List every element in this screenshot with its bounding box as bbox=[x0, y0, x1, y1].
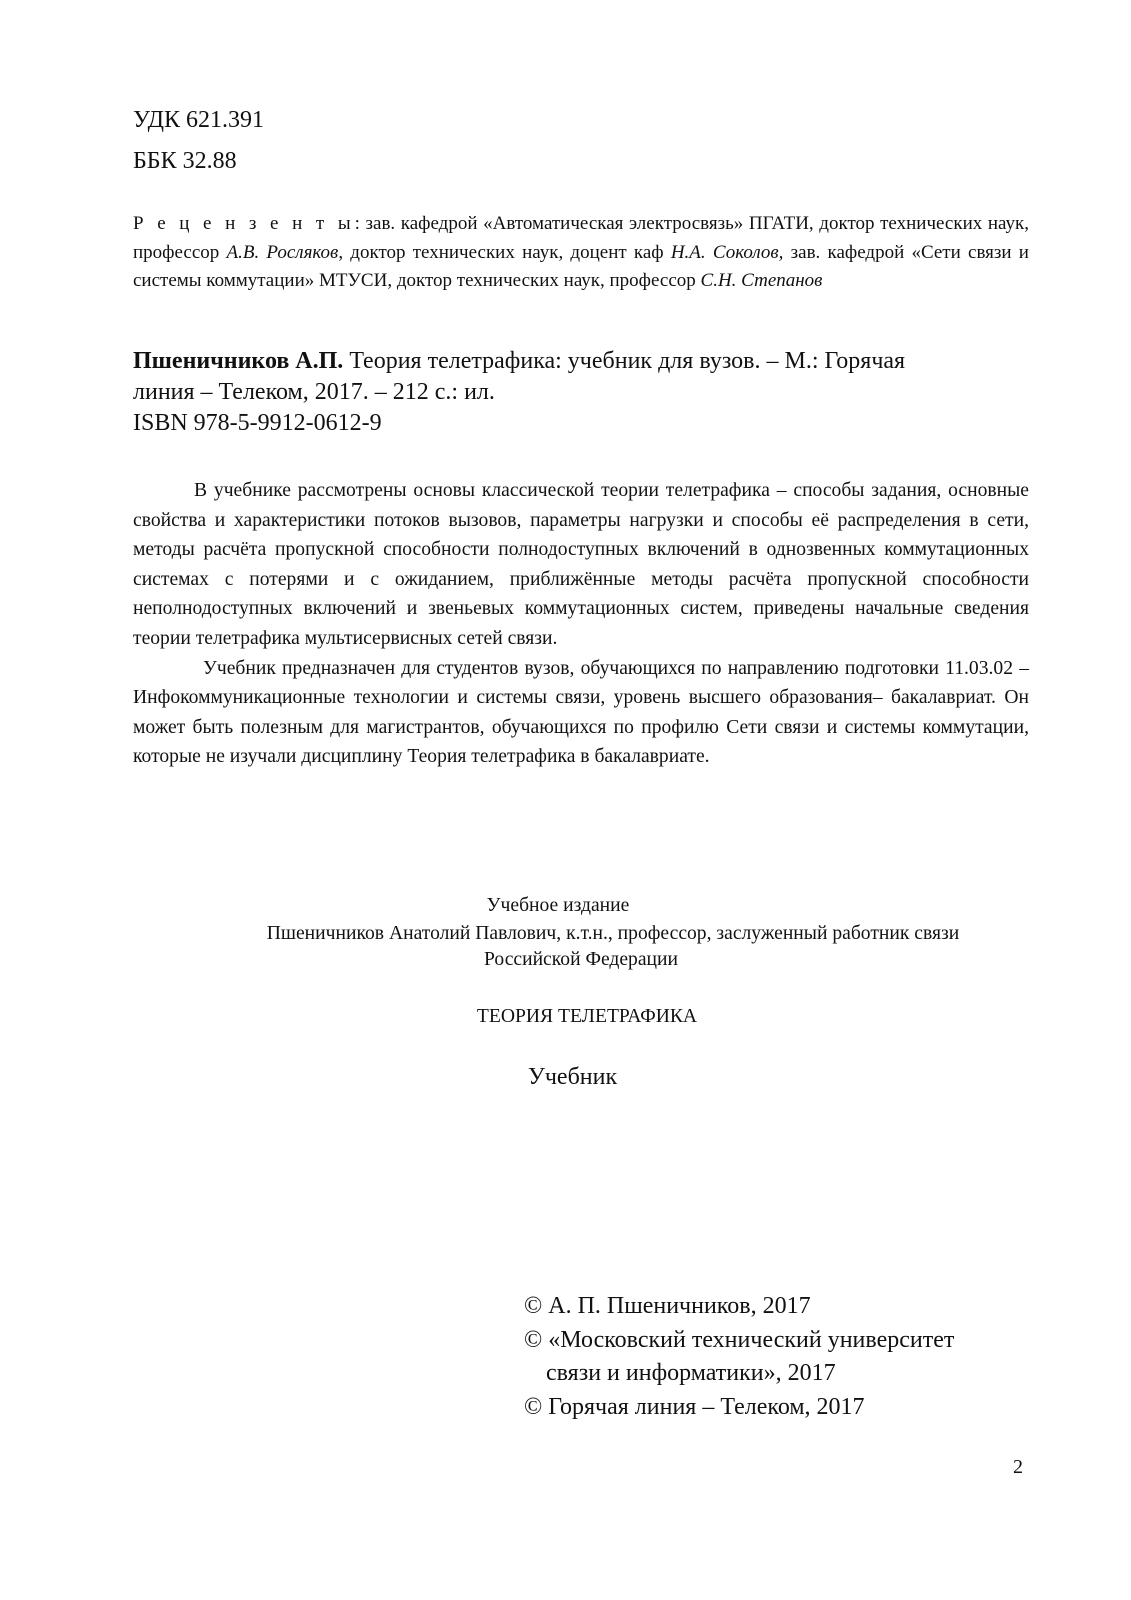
reviewer-name-3: С.Н. Степанов bbox=[700, 270, 823, 291]
citation-line-2: линия – Телеком, 2017. – 212 с.: ил. bbox=[133, 379, 495, 405]
reviewers-text-3: зав. кафедрой «Сети связи и системы коммутации» МТУСИ, доктор технических наук, профессор bbox=[133, 241, 1029, 291]
citation-title: Теория телетрафика: учебник для вузов. – М.: Горячая bbox=[343, 348, 906, 374]
reviewer-name-2: Н.А. Соколов, bbox=[670, 241, 784, 263]
copyright-author: © А. П. Пшеничников, 2017 bbox=[524, 1293, 811, 1319]
abstract bbox=[133, 476, 1029, 772]
copyright-publisher: © Горячая линия – Телеком, 2017 bbox=[524, 1393, 865, 1420]
bibliographic-citation bbox=[133, 346, 1033, 439]
edition-type: Учебное издание bbox=[486, 895, 630, 916]
abstract-paragraph-1: В учебнике рассмотрены основы классической теории телетрафика – способы задания, основные свойства и характеристики потоков вызовов, параметры нагрузки и способы её распределения в сети, методы расчёта пропускной способности полнодоступных включений в однозвенных коммутационных системах с потерями и с ожиданием, приближённые методы расчёта пропускной способности неполнодоступных включений и звеньевых коммутационных систем, приведены начальные сведения теории телетрафика мультисервисных сетей связи. bbox=[133, 480, 1029, 649]
book-type: Учебник bbox=[527, 1064, 618, 1090]
isbn: ISBN 978-5-9912-0612-9 bbox=[133, 410, 382, 436]
reviewers-paragraph bbox=[133, 210, 1029, 296]
author-full-name: Пшеничников Анатолий Павлович, к.т.н., профессор, заслуженный работник связи bbox=[266, 923, 960, 944]
reviewer-name-1: А.В. Росляков bbox=[226, 241, 339, 263]
book-title: ТЕОРИЯ ТЕЛЕТРАФИКА bbox=[476, 1006, 698, 1027]
copyright-notices bbox=[524, 1290, 954, 1424]
udk-code: УДК 621.391 bbox=[133, 107, 264, 133]
copyright-university-continued: связи и информатики», 2017 bbox=[546, 1360, 836, 1386]
abstract-paragraph-2: Учебник предназначен для студентов вузов, обучающихся по направлению подготовки 11.03.02 – Инфокоммуникационные технологии и системы связи, уровень высшего образования– бакалавриат. Он может быть полезным для магистрантов, обучающихся по профилю Сети связи и системы коммутации, которые не изучали дисциплину Теория телетрафика в бакалавриате. bbox=[133, 657, 1029, 768]
citation-author: Пшеничников А.П. bbox=[133, 348, 344, 374]
reviewers-text-2: , доктор технических наук, доцент каф bbox=[338, 241, 671, 263]
citation-line-1 bbox=[133, 346, 1033, 377]
page-number: 2 bbox=[1013, 1456, 1023, 1478]
reviewers-text-1: : зав. кафедрой «Автоматическая электросвязь» ПГАТИ, доктор технических наук, профессор bbox=[133, 213, 1029, 263]
copyright-university: © «Московский технический университет bbox=[524, 1326, 955, 1353]
author-full-name-continued: Российской Федерации bbox=[484, 949, 678, 970]
reviewers-label: Р е ц е н з е н т ы bbox=[133, 213, 355, 234]
bbk-code: ББК 32.88 bbox=[133, 148, 237, 174]
